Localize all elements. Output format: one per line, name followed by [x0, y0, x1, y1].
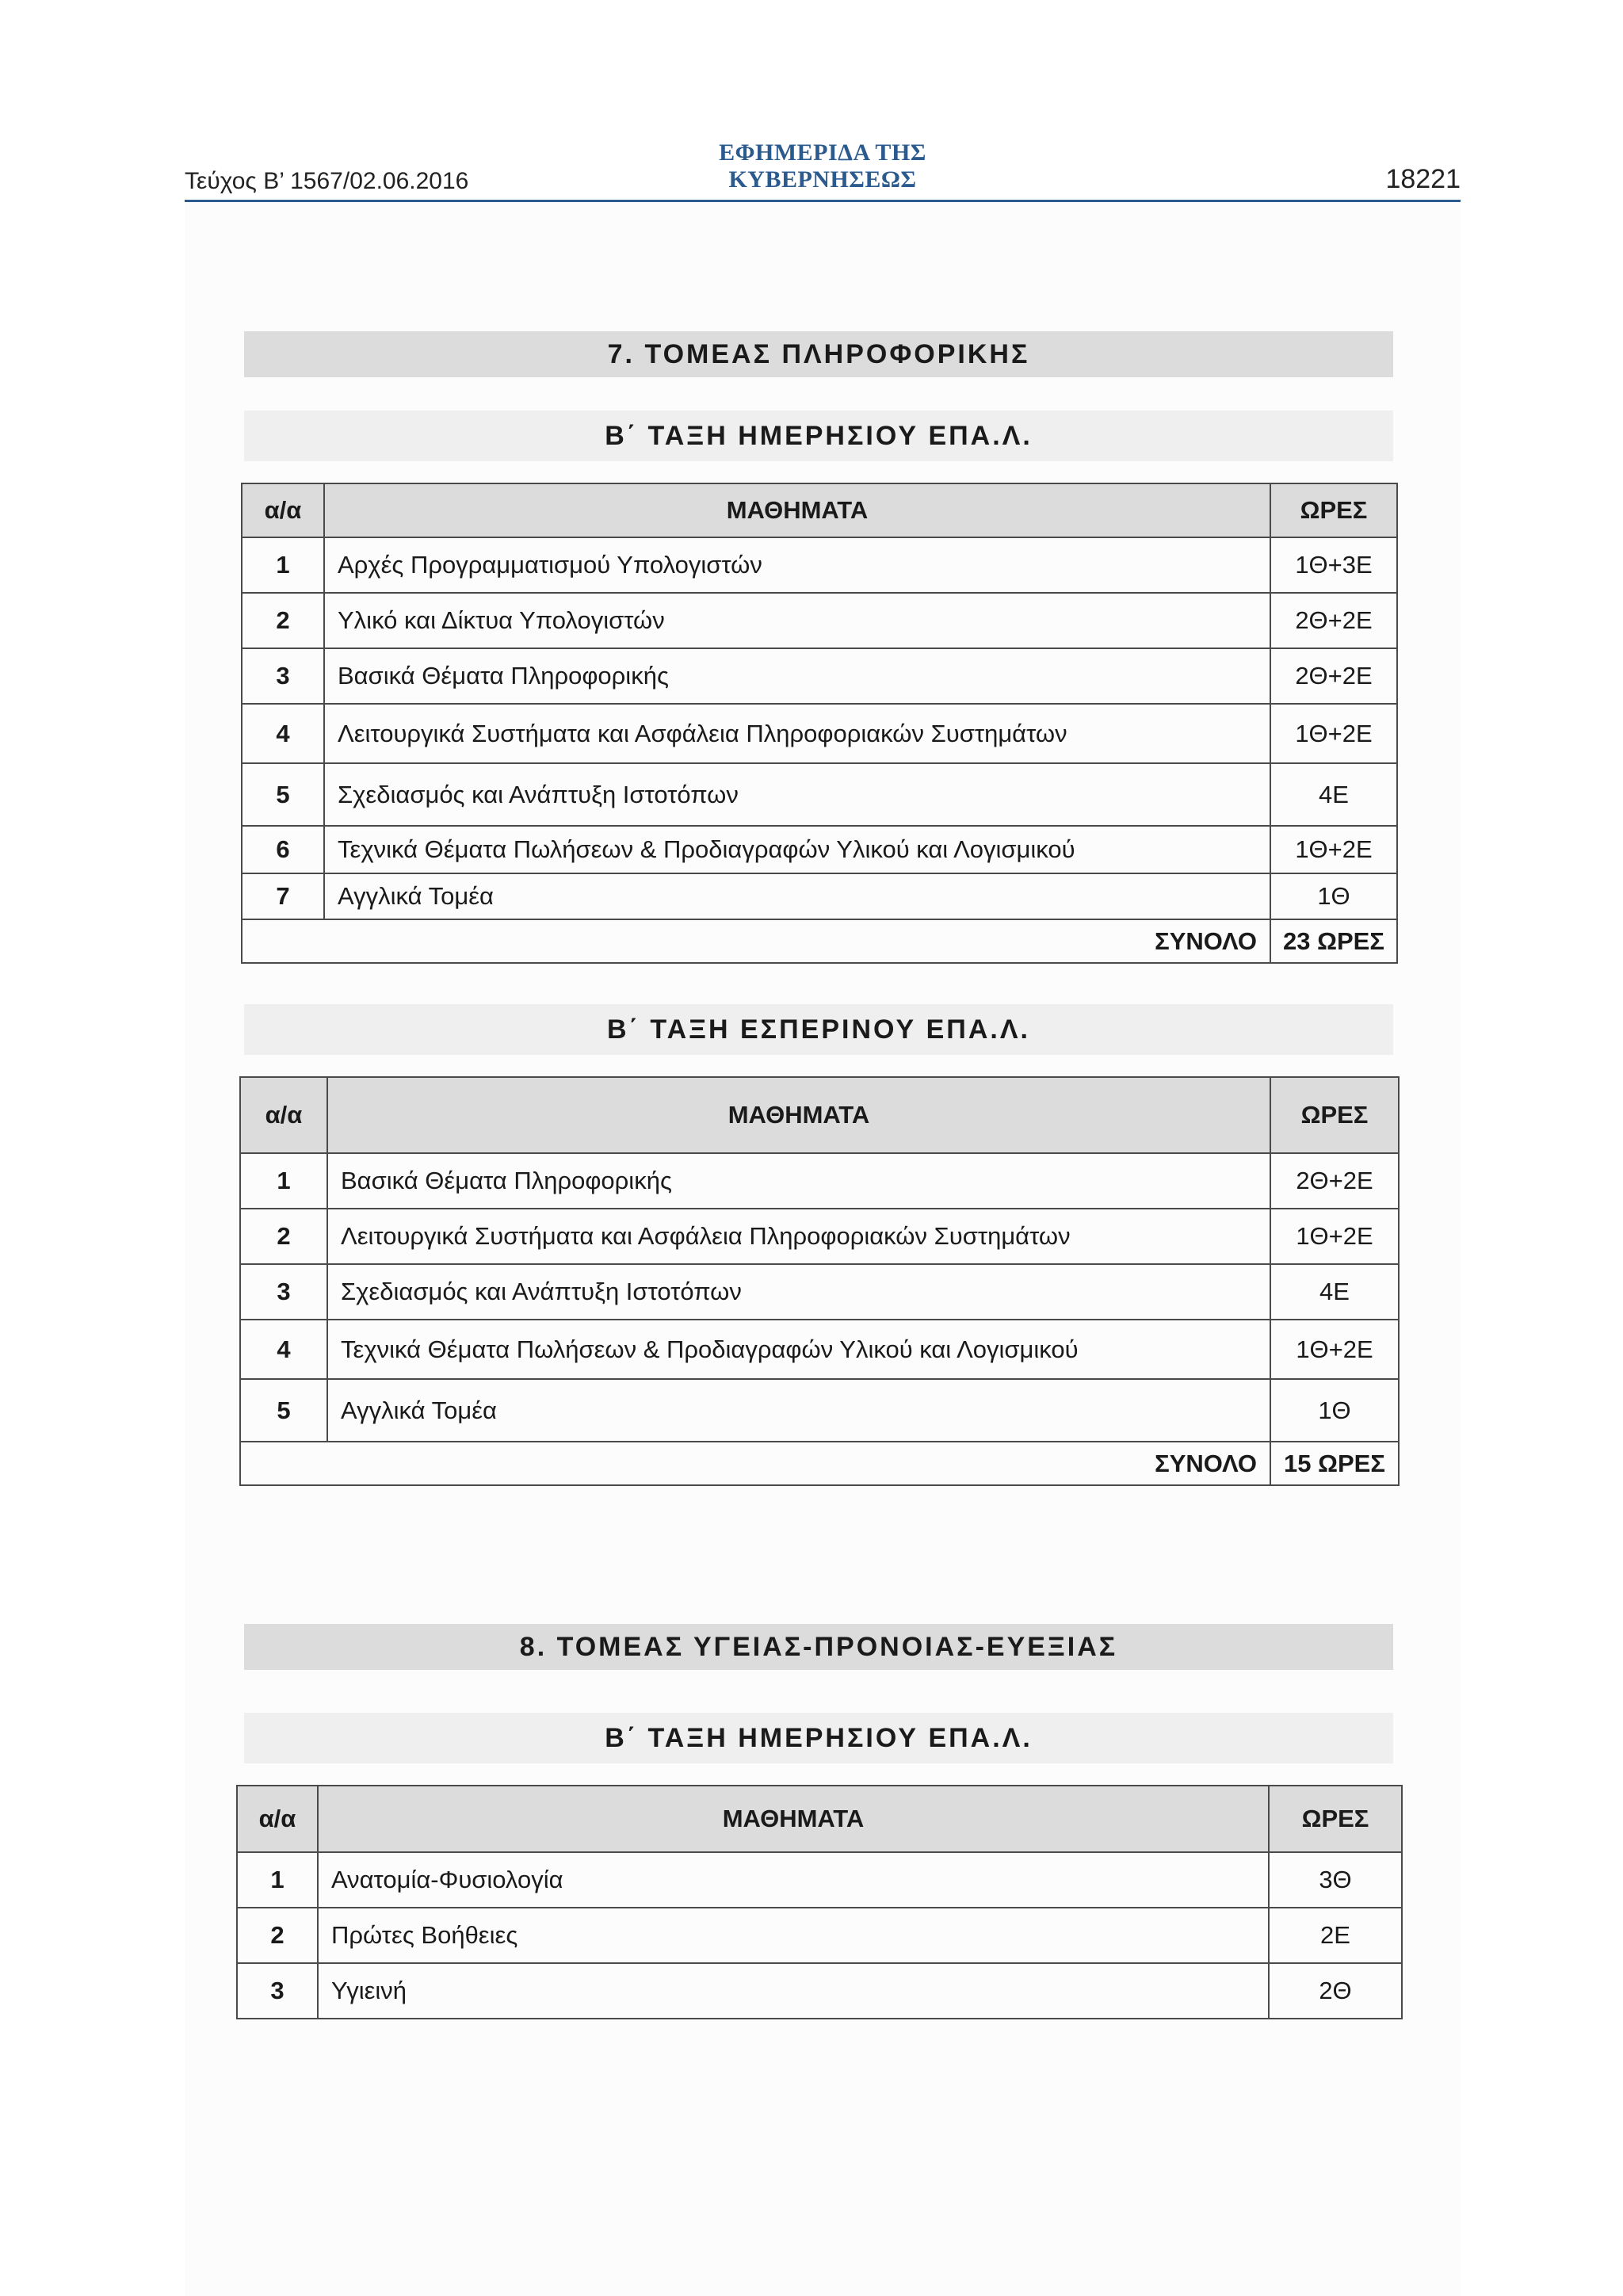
row-subject: Σχεδιασμός και Ανάπτυξη Ιστοτόπων: [327, 1264, 1270, 1320]
row-hours: 4Ε: [1270, 1264, 1399, 1320]
row-hours: 2Θ+2Ε: [1270, 1153, 1399, 1209]
total-hours: 15 ΩΡΕΣ: [1270, 1442, 1399, 1485]
section-7-evening-table: [239, 1076, 1400, 1486]
section-8-title: [244, 1624, 1393, 1670]
row-hours: 1Θ+2Ε: [1270, 704, 1397, 763]
table-total-row: [242, 919, 1397, 963]
row-hours: 3Θ: [1269, 1852, 1402, 1908]
table-row: [242, 704, 1397, 763]
total-hours: 23 ΩΡΕΣ: [1270, 919, 1397, 963]
header-num: α/α: [237, 1786, 318, 1852]
section-7-title-text: 7. ΤΟΜΕΑΣ ΠΛΗΡΟΦΟΡΙΚΗΣ: [607, 339, 1030, 369]
row-hours: 1Θ+3Ε: [1270, 537, 1397, 593]
header-hours: ΩΡΕΣ: [1270, 1077, 1399, 1153]
header-num: α/α: [242, 483, 324, 537]
row-hours: 2Ε: [1269, 1908, 1402, 1963]
row-num: 4: [240, 1320, 327, 1379]
header-subject: ΜΑΘΗΜΑΤΑ: [324, 483, 1270, 537]
total-label: ΣΥΝΟΛΟ: [240, 1442, 1270, 1485]
row-subject: Βασικά Θέματα Πληροφορικής: [324, 648, 1270, 704]
row-subject: Αγγλικά Τομέα: [327, 1379, 1270, 1442]
section-8-title-text: 8. ΤΟΜΕΑΣ ΥΓΕΙΑΣ-ΠΡΟΝΟΙΑΣ-ΕΥΕΞΙΑΣ: [519, 1632, 1118, 1662]
row-num: 3: [242, 648, 324, 704]
header-hours: ΩΡΕΣ: [1270, 483, 1397, 537]
section-7-day-table: [241, 483, 1398, 964]
issue-number: Τεύχος Β’ 1567/02.06.2016: [185, 168, 469, 194]
row-num: 1: [240, 1153, 327, 1209]
row-hours: 2Θ+2Ε: [1270, 648, 1397, 704]
table-row: [237, 1852, 1402, 1908]
row-subject: Υγιεινή: [318, 1963, 1269, 2019]
header-subject: ΜΑΘΗΜΑΤΑ: [318, 1786, 1269, 1852]
table-row: [242, 763, 1397, 826]
row-hours: 1Θ+2Ε: [1270, 826, 1397, 873]
header-subject: ΜΑΘΗΜΑΤΑ: [327, 1077, 1270, 1153]
section-8-day-title: [244, 1713, 1393, 1763]
row-hours: 4Ε: [1270, 763, 1397, 826]
table-row: [240, 1264, 1399, 1320]
row-num: 6: [242, 826, 324, 873]
row-num: 2: [240, 1209, 327, 1264]
row-hours: 1Θ: [1270, 1379, 1399, 1442]
table-row: [240, 1320, 1399, 1379]
row-num: 5: [240, 1379, 327, 1442]
table-row: [242, 648, 1397, 704]
table-row: [242, 873, 1397, 919]
row-subject: Τεχνικά Θέματα Πωλήσεων & Προδιαγραφών Υλικού και Λογισμικού: [327, 1320, 1270, 1379]
header-hours: ΩΡΕΣ: [1269, 1786, 1402, 1852]
row-hours: 2Θ+2Ε: [1270, 593, 1397, 648]
table-row: [242, 826, 1397, 873]
row-subject: Τεχνικά Θέματα Πωλήσεων & Προδιαγραφών Υλικού και Λογισμικού: [324, 826, 1270, 873]
row-subject: Λειτουργικά Συστήματα και Ασφάλεια Πληροφοριακών Συστημάτων: [327, 1209, 1270, 1264]
row-hours: 2Θ: [1269, 1963, 1402, 2019]
row-num: 3: [240, 1264, 327, 1320]
row-hours: 1Θ: [1270, 873, 1397, 919]
section-8-day-title-text: Β΄ ΤΑΞΗ ΗΜΕΡΗΣΙΟΥ ΕΠΑ.Λ.: [605, 1723, 1033, 1753]
row-subject: Πρώτες Βοήθειες: [318, 1908, 1269, 1963]
row-subject: Βασικά Θέματα Πληροφορικής: [327, 1153, 1270, 1209]
row-num: 1: [237, 1852, 318, 1908]
table-row: [242, 537, 1397, 593]
row-subject: Αρχές Προγραμματισμού Υπολογιστών: [324, 537, 1270, 593]
row-hours: 1Θ+2Ε: [1270, 1320, 1399, 1379]
row-subject: Υλικό και Δίκτυα Υπολογιστών: [324, 593, 1270, 648]
page-number: 18221: [1385, 164, 1461, 194]
section-7-evening-title-text: Β΄ ΤΑΞΗ ΕΣΠΕΡΙΝΟΥ ΕΠΑ.Λ.: [607, 1014, 1030, 1045]
section-7-title: [244, 331, 1393, 377]
table-total-row: [240, 1442, 1399, 1485]
section-8-day-table: [236, 1785, 1403, 2019]
table-header-row: [240, 1077, 1399, 1153]
row-subject: Ανατομία-Φυσιολογία: [318, 1852, 1269, 1908]
header-num: α/α: [240, 1077, 327, 1153]
table-row: [237, 1908, 1402, 1963]
row-subject: Αγγλικά Τομέα: [324, 873, 1270, 919]
row-num: 7: [242, 873, 324, 919]
row-hours: 1Θ+2Ε: [1270, 1209, 1399, 1264]
row-num: 2: [242, 593, 324, 648]
row-num: 1: [242, 537, 324, 593]
section-7-day-title: [244, 411, 1393, 461]
table-row: [240, 1209, 1399, 1264]
row-num: 2: [237, 1908, 318, 1963]
section-7-evening-title: [244, 1004, 1393, 1055]
row-num: 3: [237, 1963, 318, 2019]
table-row: [237, 1963, 1402, 2019]
row-num: 5: [242, 763, 324, 826]
row-num: 4: [242, 704, 324, 763]
table-row: [240, 1153, 1399, 1209]
table-header-row: [242, 483, 1397, 537]
gazette-title: ΕΦΗΜΕΡΙΔΑ ΤΗΣ ΚΥΒΕΡΝΗΣΕΩΣ: [719, 139, 926, 193]
table-header-row: [237, 1786, 1402, 1852]
page-header: [185, 139, 1461, 202]
row-subject: Σχεδιασμός και Ανάπτυξη Ιστοτόπων: [324, 763, 1270, 826]
table-row: [240, 1379, 1399, 1442]
table-row: [242, 593, 1397, 648]
section-7-day-title-text: Β΄ ΤΑΞΗ ΗΜΕΡΗΣΙΟΥ ΕΠΑ.Λ.: [605, 421, 1033, 451]
total-label: ΣΥΝΟΛΟ: [242, 919, 1270, 963]
row-subject: Λειτουργικά Συστήματα και Ασφάλεια Πληροφοριακών Συστημάτων: [324, 704, 1270, 763]
